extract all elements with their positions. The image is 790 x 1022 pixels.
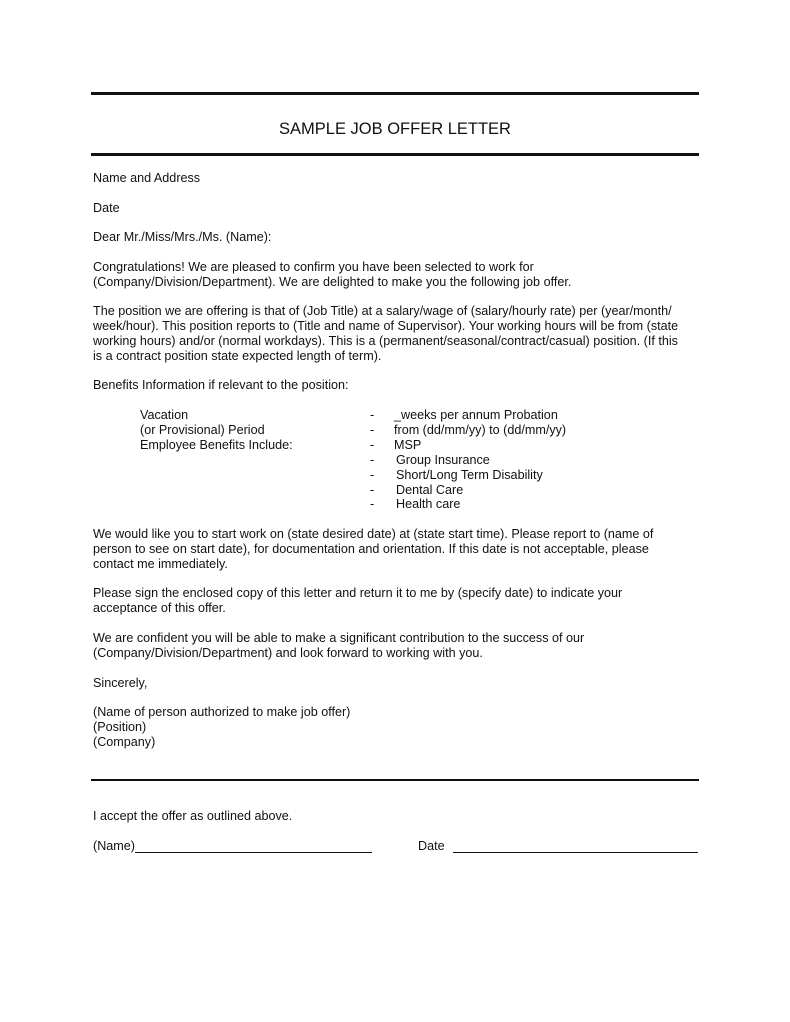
start-date-paragraph-line: contact me immediately. <box>93 557 228 571</box>
closing-sincerely: Sincerely, <box>93 676 148 690</box>
benefit-dash: - <box>370 408 375 422</box>
sign-return-paragraph-line: acceptance of this offer. <box>93 601 226 615</box>
benefit-dash: - <box>370 468 375 482</box>
top-rule <box>91 92 699 95</box>
signature-block-line: (Position) <box>93 720 147 734</box>
signature-divider <box>91 779 699 781</box>
date-label: Date <box>418 839 445 853</box>
benefit-item: Short/Long Term Disability <box>396 468 543 482</box>
document-title: SAMPLE JOB OFFER LETTER <box>279 120 511 138</box>
position-paragraph-line: The position we are offering is that of (Job Title) at a salary/wage of (salary/hourly rate) per (year/month/ <box>93 304 672 318</box>
recipient-name-address: Name and Address <box>93 171 201 185</box>
congratulations-paragraph-line: Congratulations! We are pleased to confirm you have been selected to work for <box>93 260 534 274</box>
benefit-item: Dental Care <box>396 483 464 497</box>
acceptance-statement: I accept the offer as outlined above. <box>93 809 293 823</box>
closing-paragraph-line: (Company/Division/Department) and look forward to working with you. <box>93 646 483 660</box>
benefit-label: (or Provisional) Period <box>140 423 265 437</box>
date-signature-line[interactable] <box>453 852 698 853</box>
congratulations-paragraph-line: (Company/Division/Department). We are delighted to make you the following job offer. <box>93 275 572 289</box>
title-rule <box>91 153 699 156</box>
benefit-item: MSP <box>394 438 422 452</box>
name-signature-line[interactable] <box>135 852 372 853</box>
benefit-dash: - <box>370 453 375 467</box>
benefit-dash: - <box>370 438 375 452</box>
benefit-label: Employee Benefits Include: <box>140 438 293 452</box>
start-date-paragraph-line: person to see on start date), for documentation and orientation. If this date is not acceptable, please <box>93 542 649 556</box>
signature-block-line: (Name of person authorized to make job offer) <box>93 705 351 719</box>
benefit-item: Group Insurance <box>396 453 490 467</box>
benefit-item: _weeks per annum Probation <box>394 408 558 422</box>
closing-paragraph-line: We are confident you will be able to make a significant contribution to the success of our <box>93 631 585 645</box>
benefit-item: from (dd/mm/yy) to (dd/mm/yy) <box>394 423 567 437</box>
benefit-dash: - <box>370 497 375 511</box>
signature-block-line: (Company) <box>93 735 156 749</box>
sign-return-paragraph-line: Please sign the enclosed copy of this letter and return it to me by (specify date) to indicate your <box>93 586 623 600</box>
start-date-paragraph-line: We would like you to start work on (state desired date) at (state start time). Please report to (name of <box>93 527 654 541</box>
benefit-item: Health care <box>396 497 461 511</box>
salutation: Dear Mr./Miss/Mrs./Ms. (Name): <box>93 230 272 244</box>
position-paragraph-line: week/hour). This position reports to (Title and name of Supervisor). Your working hours will be from (state <box>93 319 679 333</box>
name-label: (Name) <box>93 839 135 853</box>
benefit-label: Vacation <box>140 408 189 422</box>
position-paragraph-line: is a contract position state expected length of term). <box>93 349 382 363</box>
benefits-intro: Benefits Information if relevant to the position: <box>93 378 349 392</box>
position-paragraph-line: working hours) and/or (normal workdays). This is a (permanent/seasonal/contract/casual) position. (If this <box>93 334 678 348</box>
benefit-dash: - <box>370 423 375 437</box>
letter-date: Date <box>93 201 120 215</box>
benefit-dash: - <box>370 483 375 497</box>
